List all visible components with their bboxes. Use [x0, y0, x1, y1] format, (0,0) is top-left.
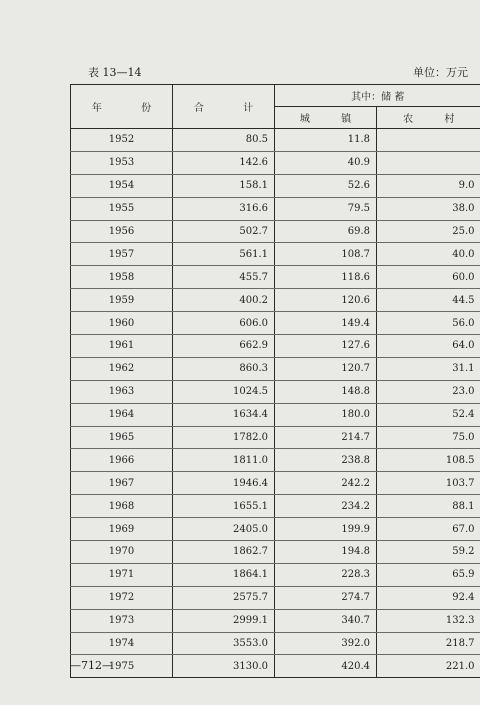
table-row [71, 403, 480, 426]
table-row [71, 243, 480, 266]
cell-urban: 120.6 [275, 289, 377, 312]
header-row [71, 85, 480, 107]
cell-year: 1957 [71, 243, 173, 266]
table-row [71, 563, 480, 586]
cell-total: 80.5 [173, 129, 275, 152]
table-row [71, 472, 480, 495]
table-body [71, 129, 480, 678]
cell-urban: 118.6 [275, 266, 377, 289]
cell-urban: 148.8 [275, 380, 377, 403]
cell-urban: 340.7 [275, 609, 377, 632]
column-header-total: 合 计 [173, 85, 275, 129]
cell-total: 142.6 [173, 151, 275, 174]
cell-rural [377, 129, 480, 152]
cell-year: 1969 [71, 518, 173, 541]
table-row [71, 129, 480, 152]
cell-year: 1970 [71, 541, 173, 564]
cell-urban: 79.5 [275, 197, 377, 220]
table-row [71, 266, 480, 289]
cell-rural: 59.2 [377, 541, 480, 564]
cell-urban: 199.9 [275, 518, 377, 541]
cell-year: 1964 [71, 403, 173, 426]
cell-urban: 52.6 [275, 174, 377, 197]
cell-urban: 40.9 [275, 151, 377, 174]
unit-label: 单位：万元 [413, 66, 468, 79]
cell-rural [377, 151, 480, 174]
cell-total: 158.1 [173, 174, 275, 197]
cell-year: 1973 [71, 609, 173, 632]
table-row [71, 357, 480, 380]
cell-total: 3130.0 [173, 655, 275, 678]
cell-rural: 221.0 [377, 655, 480, 678]
cell-urban: 242.2 [275, 472, 377, 495]
cell-year: 1958 [71, 266, 173, 289]
cell-urban: 127.6 [275, 335, 377, 358]
cell-year: 1968 [71, 495, 173, 518]
cell-year: 1959 [71, 289, 173, 312]
cell-urban: 228.3 [275, 563, 377, 586]
table-row [71, 541, 480, 564]
column-header-year: 年 份 [71, 85, 173, 129]
cell-rural: 75.0 [377, 426, 480, 449]
cell-urban: 274.7 [275, 586, 377, 609]
cell-total: 316.6 [173, 197, 275, 220]
cell-urban: 180.0 [275, 403, 377, 426]
cell-rural: 65.9 [377, 563, 480, 586]
cell-total: 1634.4 [173, 403, 275, 426]
cell-total: 2575.7 [173, 586, 275, 609]
table-row [71, 495, 480, 518]
table-row [71, 632, 480, 655]
cell-rural: 44.5 [377, 289, 480, 312]
cell-urban: 214.7 [275, 426, 377, 449]
table-row [71, 335, 480, 358]
cell-rural: 25.0 [377, 220, 480, 243]
cell-total: 860.3 [173, 357, 275, 380]
cell-total: 1811.0 [173, 449, 275, 472]
table-row [71, 289, 480, 312]
page-header [88, 64, 468, 80]
cell-rural: 52.4 [377, 403, 480, 426]
cell-year: 1966 [71, 449, 173, 472]
cell-rural: 56.0 [377, 312, 480, 335]
cell-rural: 88.1 [377, 495, 480, 518]
cell-rural: 9.0 [377, 174, 480, 197]
cell-urban: 238.8 [275, 449, 377, 472]
cell-year: 1954 [71, 174, 173, 197]
cell-year: 1960 [71, 312, 173, 335]
cell-urban: 194.8 [275, 541, 377, 564]
page-number: —712— [70, 659, 113, 672]
cell-rural: 60.0 [377, 266, 480, 289]
cell-total: 662.9 [173, 335, 275, 358]
cell-total: 502.7 [173, 220, 275, 243]
cell-rural: 31.1 [377, 357, 480, 380]
table-row [71, 197, 480, 220]
cell-year: 1956 [71, 220, 173, 243]
column-header-rural: 农 村 [377, 107, 480, 129]
cell-year: 1961 [71, 335, 173, 358]
cell-total: 1862.7 [173, 541, 275, 564]
cell-year: 1963 [71, 380, 173, 403]
table-row [71, 151, 480, 174]
cell-year: 1967 [71, 472, 173, 495]
cell-rural: 92.4 [377, 586, 480, 609]
cell-year: 1952 [71, 129, 173, 152]
cell-rural: 38.0 [377, 197, 480, 220]
cell-total: 606.0 [173, 312, 275, 335]
cell-urban: 149.4 [275, 312, 377, 335]
table-number: 表 13—14 [88, 66, 142, 79]
cell-total: 2999.1 [173, 609, 275, 632]
cell-year: 1962 [71, 357, 173, 380]
cell-year: 1975 [71, 655, 173, 678]
table-row [71, 586, 480, 609]
cell-urban: 69.8 [275, 220, 377, 243]
table-row [71, 380, 480, 403]
cell-total: 2405.0 [173, 518, 275, 541]
cell-urban: 120.7 [275, 357, 377, 380]
cell-total: 3553.0 [173, 632, 275, 655]
cell-urban: 392.0 [275, 632, 377, 655]
cell-total: 1782.0 [173, 426, 275, 449]
column-header-savings-group: 其中：储 蓄 [275, 85, 480, 107]
cell-total: 1946.4 [173, 472, 275, 495]
cell-rural: 40.0 [377, 243, 480, 266]
savings-table [70, 84, 480, 678]
cell-rural: 67.0 [377, 518, 480, 541]
cell-total: 1655.1 [173, 495, 275, 518]
cell-rural: 64.0 [377, 335, 480, 358]
cell-total: 455.7 [173, 266, 275, 289]
cell-total: 1024.5 [173, 380, 275, 403]
cell-urban: 420.4 [275, 655, 377, 678]
table-header [71, 85, 480, 129]
cell-rural: 108.5 [377, 449, 480, 472]
cell-urban: 234.2 [275, 495, 377, 518]
cell-urban: 11.8 [275, 129, 377, 152]
cell-total: 1864.1 [173, 563, 275, 586]
table-row [71, 220, 480, 243]
cell-urban: 108.7 [275, 243, 377, 266]
cell-year: 1974 [71, 632, 173, 655]
table-row [71, 312, 480, 335]
cell-year: 1971 [71, 563, 173, 586]
table-row [71, 518, 480, 541]
column-header-urban: 城 镇 [275, 107, 377, 129]
cell-rural: 23.0 [377, 380, 480, 403]
cell-year: 1953 [71, 151, 173, 174]
cell-year: 1972 [71, 586, 173, 609]
table-row [71, 174, 480, 197]
cell-rural: 103.7 [377, 472, 480, 495]
table-row [71, 655, 480, 678]
cell-rural: 132.3 [377, 609, 480, 632]
table-row [71, 449, 480, 472]
cell-total: 561.1 [173, 243, 275, 266]
table-row [71, 426, 480, 449]
cell-rural: 218.7 [377, 632, 480, 655]
cell-total: 400.2 [173, 289, 275, 312]
table-row [71, 609, 480, 632]
cell-year: 1955 [71, 197, 173, 220]
cell-year: 1965 [71, 426, 173, 449]
